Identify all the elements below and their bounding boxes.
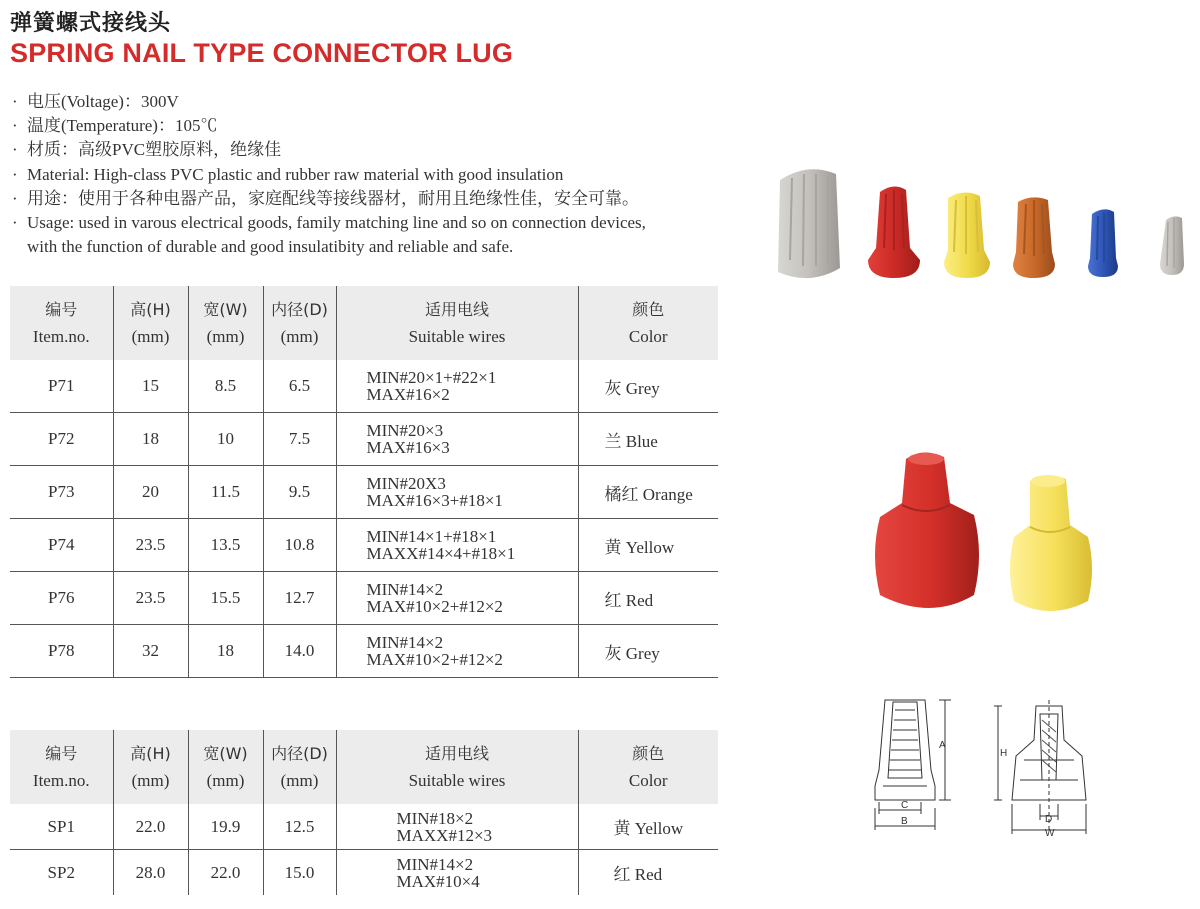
spec-table-sp-series [10, 730, 718, 895]
header-en: Item.no. [32, 771, 90, 790]
dim-label-d: D [1045, 814, 1053, 825]
cell-width: 22.0 [188, 850, 263, 896]
cell-diameter: 12.5 [263, 804, 336, 850]
table-header-row [10, 286, 718, 360]
header-en: (mm) [280, 327, 319, 346]
cell-color: 黄 Yellow [578, 804, 718, 850]
wire-min: MIN#14×2 [366, 633, 444, 652]
cell-item: P74 [10, 519, 113, 572]
cell-width: 11.5 [188, 466, 263, 519]
connector-grey-large [778, 169, 840, 278]
connector-red [868, 186, 920, 278]
cell-height: 23.5 [113, 519, 188, 572]
wire-min: MIN#14×1+#18×1 [366, 527, 497, 546]
cell-item: P73 [10, 466, 113, 519]
spec-text: 材质：高级PVC塑胶原料，绝缘佳 [27, 140, 282, 160]
spec-item-material-en [12, 163, 752, 187]
dimension-drawing-p-series [865, 690, 955, 835]
cell-diameter: 14.0 [263, 625, 336, 678]
header-inner-diameter [263, 730, 336, 804]
wire-min: MIN#20×1+#22×1 [366, 368, 497, 387]
header-cn: 适用电线 [424, 300, 489, 319]
header-color [578, 286, 718, 360]
cell-width: 15.5 [188, 572, 263, 625]
cell-item: P71 [10, 360, 113, 413]
drawing-outline [994, 700, 1086, 834]
cell-item: SP2 [47, 862, 75, 882]
header-en: Suitable wires [408, 771, 506, 790]
spec-text: Usage: used in varous electrical goods, family matching line and so on connection devices, [27, 213, 646, 233]
header-en: (mm) [206, 771, 245, 790]
header-width [188, 730, 263, 804]
header-cn: 适用电线 [424, 744, 489, 763]
cell-height: 22.0 [113, 804, 188, 850]
cell-color: 灰 Grey [578, 625, 718, 678]
cell-wires [336, 413, 578, 466]
title-chinese: 弹簧螺式接线头 [10, 11, 172, 36]
wire-max: MAX#10×4 [396, 871, 480, 891]
cell-width: 18 [188, 625, 263, 678]
header-en: (mm) [131, 771, 170, 790]
cell-diameter: 12.7 [263, 572, 336, 625]
cell-wires [336, 519, 578, 572]
spec-item-usage-en [12, 211, 752, 235]
header-inner-diameter [263, 286, 336, 360]
dim-label-h: H [1000, 748, 1008, 759]
cell-wires [336, 850, 578, 896]
header-cn: 宽(W) [203, 744, 248, 763]
cell-width: 8.5 [188, 360, 263, 413]
wire-max: MAX#16×3 [366, 438, 450, 457]
cell-wires [336, 804, 578, 850]
connector-yellow-winged [1010, 475, 1092, 611]
cell-wires [336, 360, 578, 413]
spec-list [12, 90, 752, 259]
connector-grey-small [1160, 216, 1184, 275]
spec-item-voltage [12, 90, 752, 114]
cell-color: 红 Red [578, 850, 718, 896]
header-cn: 颜色 [632, 744, 665, 763]
header-cn: 宽(W) [203, 300, 248, 319]
drawing-outline [875, 700, 951, 830]
spec-item-temperature [12, 114, 752, 138]
header-height [113, 286, 188, 360]
cell-color: 橘红 Orange [578, 466, 718, 519]
header-item-no [10, 286, 113, 360]
cell-color: 兰 Blue [578, 413, 718, 466]
bullet: · [12, 116, 18, 136]
cell-wires [336, 572, 578, 625]
bullet: · [12, 92, 18, 111]
cell-height: 18 [113, 413, 188, 466]
bullet: · [12, 188, 18, 208]
cell-width: 19.9 [188, 804, 263, 850]
table-header-row [10, 730, 718, 804]
cell-diameter: 10.8 [263, 519, 336, 572]
cell-height: 15 [113, 360, 188, 413]
cell-width: 10 [188, 413, 263, 466]
table-row [10, 572, 718, 625]
wire-max: MAX#16×3+#18×1 [366, 491, 503, 510]
wire-min: MIN#20×3 [366, 421, 444, 440]
wire-max: MAX#10×2+#12×2 [366, 597, 503, 616]
dimension-drawing-sp-series [990, 700, 1100, 840]
spec-text: Material: High-class PVC plastic and rubber raw material with good insulation [27, 164, 564, 184]
header-cn: 内径(D) [271, 744, 328, 763]
spec-item-usage-en-continued: with the function of durable and good insulatibity and reliable and safe. [27, 237, 514, 257]
wire-max: MAX#16×2 [366, 385, 450, 404]
table-row [10, 625, 718, 678]
header-cn: 高(H) [130, 744, 171, 763]
table-row [10, 360, 718, 413]
header-cn: 编号 [45, 744, 78, 763]
dim-label-a: A [939, 740, 946, 751]
cell-diameter: 15.0 [263, 850, 336, 896]
spec-text: 温度(Temperature)：105℃ [27, 116, 218, 136]
spec-text: 电压(Voltage)：300V [27, 92, 179, 111]
table-row [10, 804, 718, 850]
wire-min: MIN#14×2 [366, 580, 444, 599]
wire-min: MIN#18×2 [396, 808, 474, 828]
bullet: · [12, 140, 18, 160]
header-en: Suitable wires [408, 327, 506, 346]
table-row [10, 466, 718, 519]
bullet: · [12, 164, 18, 184]
cell-height: 20 [113, 466, 188, 519]
cell-height: 32 [113, 625, 188, 678]
wire-max: MAXX#14×4+#18×1 [366, 544, 516, 563]
cell-item: SP1 [10, 804, 113, 850]
product-photo-p-series [770, 160, 1190, 285]
cell-item: P78 [10, 625, 113, 678]
bullet: · [12, 213, 18, 233]
header-width [188, 286, 263, 360]
spec-table-p-series [10, 286, 718, 678]
cell-height: 23.5 [113, 572, 188, 625]
header-height [113, 730, 188, 804]
spec-item-usage-cn [12, 187, 752, 211]
header-en: Color [628, 327, 668, 346]
header-color [578, 730, 718, 804]
cell-wires [336, 625, 578, 678]
table-row [10, 519, 718, 572]
wire-max: MAXX#12×3 [396, 825, 493, 845]
cell-color: 黄 Yellow [578, 519, 718, 572]
wire-max: MAX#10×2+#12×2 [366, 650, 503, 669]
cell-width: 13.5 [188, 519, 263, 572]
table-row [10, 850, 718, 896]
product-photo-sp-series [870, 445, 1100, 625]
header-cn: 内径(D) [271, 300, 328, 319]
dim-label-w: W [1045, 828, 1055, 839]
cell-diameter: 9.5 [263, 466, 336, 519]
cell-height: 28.0 [113, 850, 188, 896]
header-en: (mm) [206, 327, 245, 346]
header-cn: 高(H) [130, 300, 171, 319]
header-item-no [10, 730, 113, 804]
cell-diameter: 7.5 [263, 413, 336, 466]
cell-item: P76 [10, 572, 113, 625]
header-cn: 编号 [45, 300, 78, 319]
dim-label-b: B [901, 816, 908, 827]
header-en: (mm) [131, 327, 170, 346]
header-suitable-wires [336, 286, 578, 360]
title-english: SPRING NAIL TYPE CONNECTOR LUG [10, 38, 514, 68]
cell-color: 红 Red [578, 572, 718, 625]
cell-color: 灰 Grey [578, 360, 718, 413]
connector-yellow [944, 192, 990, 278]
cell-wires [336, 466, 578, 519]
connector-blue [1088, 209, 1118, 277]
spec-text: 用途：使用于各种电器产品，家庭配线等接线器材，耐用且绝缘性佳，安全可靠。 [27, 188, 639, 208]
header-cn: 颜色 [632, 300, 665, 319]
header-en: (mm) [280, 771, 319, 790]
table-row [10, 413, 718, 466]
header-en: Item.no. [32, 327, 90, 346]
header-suitable-wires [336, 730, 578, 804]
cell-diameter: 6.5 [263, 360, 336, 413]
header-en: Color [628, 771, 668, 790]
cell-item: P72 [10, 413, 113, 466]
spec-item-material-cn [12, 138, 752, 162]
dim-label-c: C [901, 800, 909, 811]
connector-orange [1013, 197, 1055, 278]
wire-min: MIN#20X3 [366, 474, 446, 493]
connector-red-winged [875, 452, 979, 608]
wire-min: MIN#14×2 [396, 854, 474, 874]
